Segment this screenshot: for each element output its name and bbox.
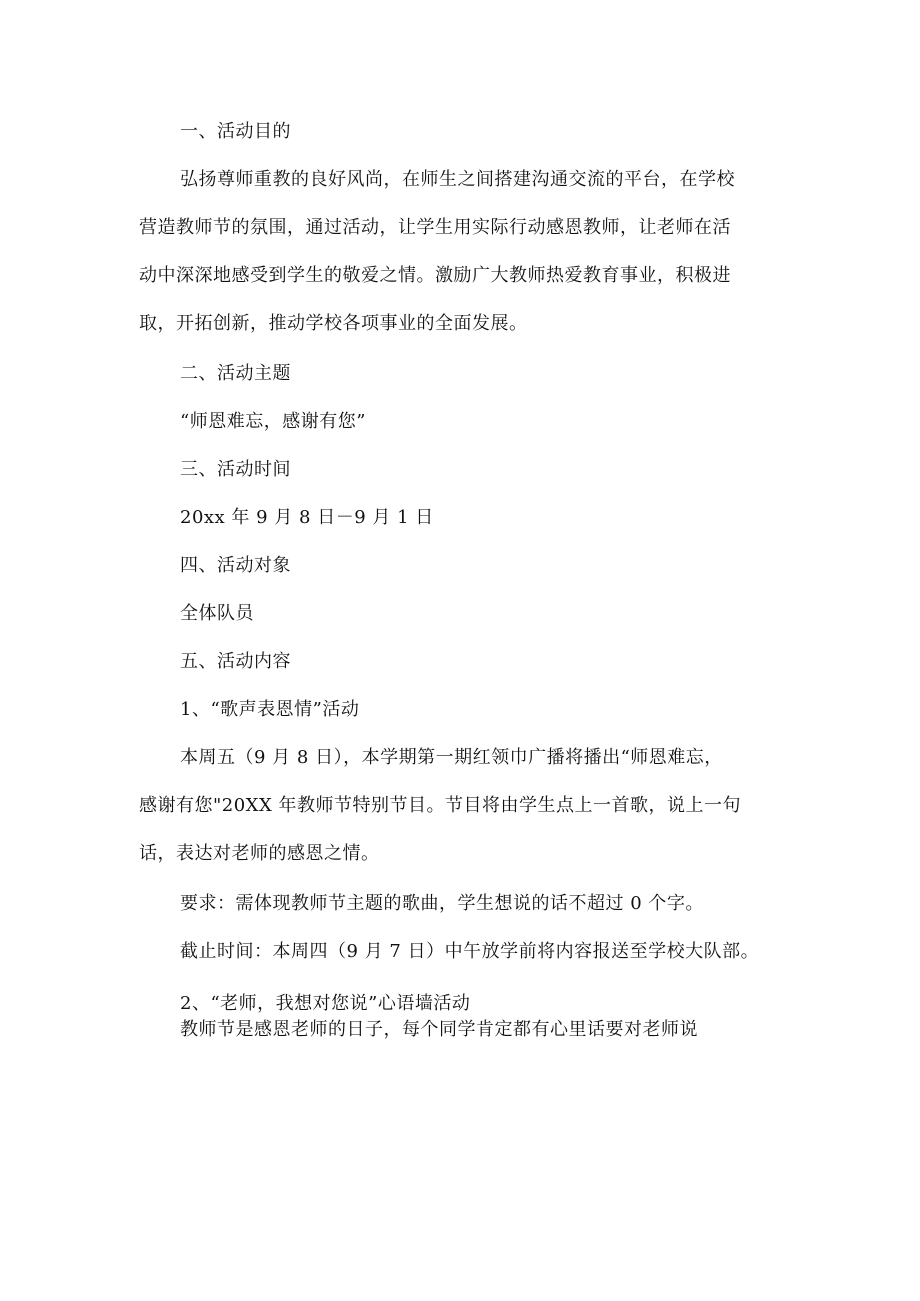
heading-activity-theme: 二、活动主题 <box>180 363 291 384</box>
deadline-text: 截止时间：本周四（9 月 7 日）中午放学前将内容报送至学校大队部。 <box>180 941 760 962</box>
item-2-paragraph-line: 教师节是感恩老师的日子，每个同学肯定都有心里话要对老师说 <box>180 1019 698 1040</box>
item-2-title: 2、“老师，我想对您说”心语墙活动 <box>180 993 471 1014</box>
paragraph-line: 感谢有您"20XX 年教师节特别节目。节目将由学生点上一首歌，说上一句 <box>139 795 742 816</box>
heading-activity-time: 三、活动时间 <box>180 459 291 480</box>
paragraph-line: 本周五（9 月 8 日），本学期第一期红领巾广播将播出“师恩难忘， <box>180 747 723 768</box>
paragraph-line: 弘扬尊师重教的良好风尚，在师生之间搭建沟通交流的平台，在学校 <box>180 169 735 190</box>
heading-activity-target: 四、活动对象 <box>180 555 291 576</box>
theme-text: “师恩难忘，感谢有您” <box>180 411 366 432</box>
target-text: 全体队员 <box>180 603 254 624</box>
heading-activity-content: 五、活动内容 <box>180 651 291 672</box>
time-text: 20xx 年 9 月 8 日－9 月 1 日 <box>180 507 434 528</box>
paragraph-line: 取，开拓创新，推动学校各项事业的全面发展。 <box>139 313 528 334</box>
paragraph-line: 话，表达对老师的感恩之情。 <box>139 843 380 864</box>
heading-activity-purpose: 一、活动目的 <box>180 121 291 142</box>
paragraph-line: 动中深深地感受到学生的敬爱之情。激励广大教师热爱教育事业，积极进 <box>139 265 731 286</box>
item-1-title: 1、“歌声表恩情”活动 <box>180 699 360 720</box>
requirement-text: 要求：需体现教师节主题的歌曲，学生想说的话不超过 0 个字。 <box>180 893 704 914</box>
paragraph-line: 营造教师节的氛围，通过活动，让学生用实际行动感恩教师，让老师在活 <box>139 217 731 238</box>
